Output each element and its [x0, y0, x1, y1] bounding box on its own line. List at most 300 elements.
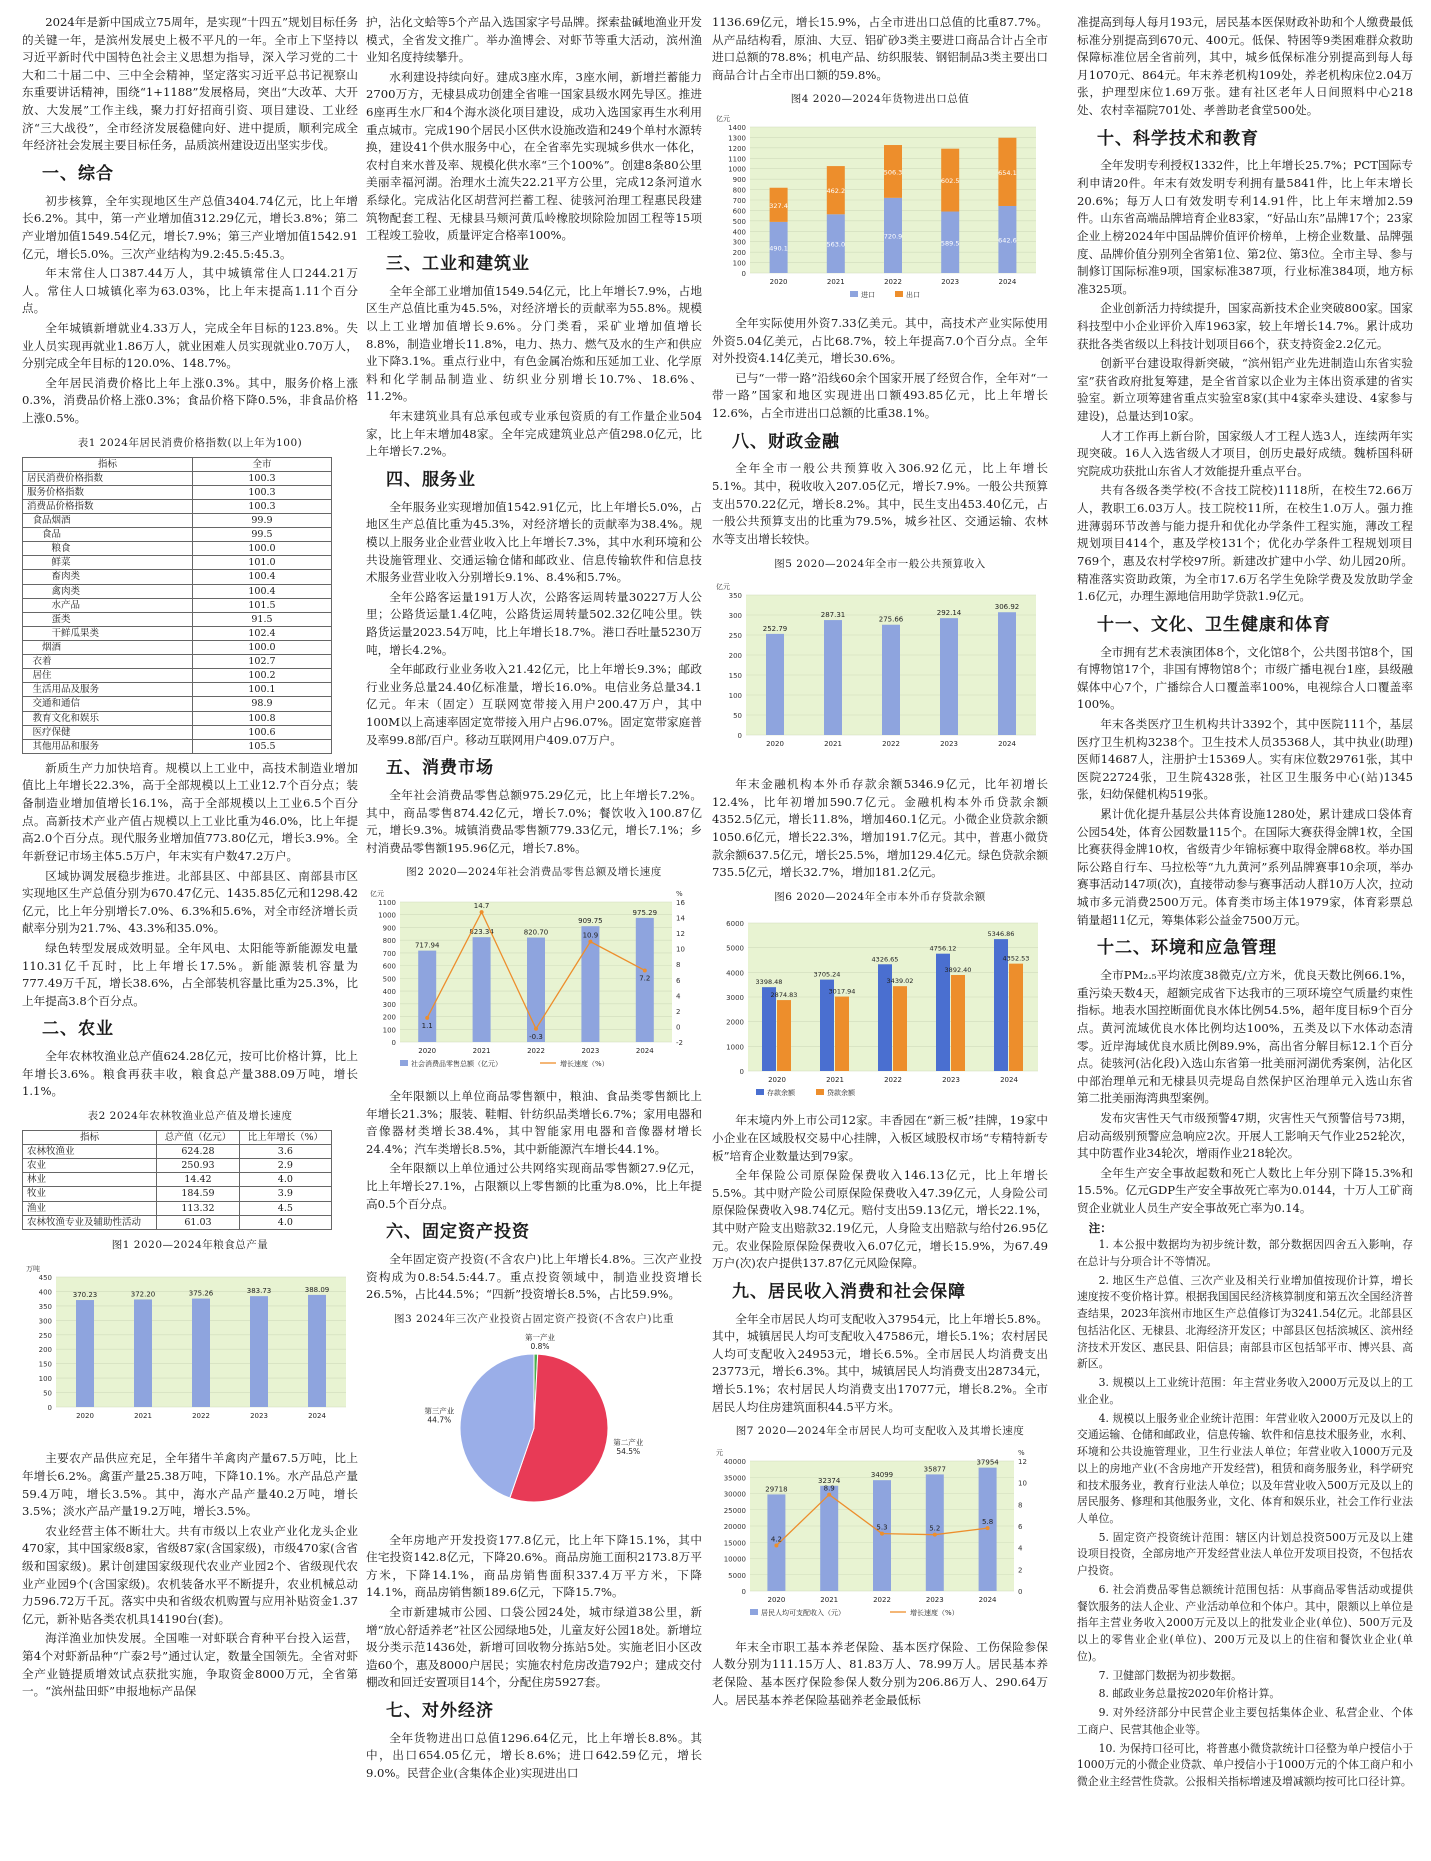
table-header: 比上年增长（%） [239, 1131, 331, 1145]
y2-tick-label: 14 [676, 914, 685, 923]
bar [766, 634, 784, 735]
data-label: 490.1 [769, 244, 788, 253]
y-tick-label: 40000 [723, 1458, 746, 1467]
table-cell: 4.0 [239, 1173, 331, 1187]
cell-indicator: 教育文化和娱乐 [23, 711, 193, 725]
y-tick-label: 0 [741, 1588, 746, 1597]
cell-indicator: 烟酒 [23, 641, 193, 655]
table-row [23, 1215, 332, 1229]
legend-swatch [750, 1609, 758, 1615]
data-label: 388.09 [304, 1285, 330, 1294]
y2-tick-label: 8 [676, 961, 681, 970]
data-label: 3705.24 [813, 970, 841, 979]
paragraph: 全市拥有艺术表演团体8个，文化馆8个，公共图书馆8个，国有博物馆17个，非国有博物馆8个；市级广播电视台1座，县级融媒体中心7个，广播综合人口覆盖率100%，电视综合人口覆盖率100%。 [1077, 644, 1413, 712]
data-label: 975.29 [632, 909, 658, 918]
table-row [23, 669, 332, 683]
line-point [986, 1526, 990, 1530]
y-tick-label: 1100 [378, 899, 396, 908]
legend-label: 社会消费品零售总额（亿元） [411, 1060, 502, 1069]
data-label: 820.70 [523, 928, 549, 937]
note-item: 6. 社会消费品零售总额统计范围包括：从事商品零售活动或提供餐饮服务的法人企业、产业活动单位和个体户。其中，限额以上单位是指年主营业务收入2000万元及以上的批发业企业(单位)、500万元及以上的零售业企业(单位)、200万元及以上的住宿和餐饮业企业(单位)。 [1077, 1582, 1413, 1663]
paragraph: 全年发明专利授权1332件，比上年增长25.7%；PCT国际专利申请20件。年末有效发明专利拥有量5841件，比上年末增长20.6%；每万人口有效发明专利14.91件，比上年末增加2.59件。山东省高端品牌培育企业83家，“好品山东”品牌17个；23家企业上榜2024年中国品牌价值评价榜单，上榜企业数量、品牌强度、品牌价值分别列全省第1位、第2位、第3位。全市主导、参与制修订国际标准9项，国家标准387项，行业标准384项，地方标准325项。 [1077, 158, 1413, 296]
figure-caption: 图3 2024年三次产业投资占固定资产投资(不含农户)比重 [394, 1312, 674, 1325]
slice-name: 第三产业 [424, 1406, 455, 1416]
cell-indicator: 水产品 [23, 598, 193, 612]
paragraph: 年末常住人口387.44万人，其中城镇常住人口244.21万人。常住人口城镇化率为63.03%，比上年末提高1.11个百分点。 [22, 266, 358, 316]
cpi-table [22, 457, 332, 754]
data-label: 909.75 [578, 917, 603, 926]
bar [998, 613, 1016, 736]
cell-indicator: 食品 [23, 528, 193, 542]
table-cell: 渔业 [23, 1201, 157, 1215]
paragraph: 全年房地产开发投资177.8亿元，比上年下降15.1%，其中住宅投资142.8亿元，下降20.6%。商品房施工面积2173.8万平方米，下降14.1%，商品房销售面积337.4万平方米，下降14.1%，商品房销售额189.6亿元，下降15.7%。 [366, 1532, 702, 1600]
x-tick-label: 2024 [978, 1596, 997, 1605]
cell-indicator: 服务价格指数 [23, 485, 193, 499]
section-heading-finance: 八、财政金融 [732, 431, 840, 452]
line-point [880, 1532, 884, 1536]
column-3 [712, 14, 1048, 1711]
table-cell: 农业 [23, 1159, 157, 1173]
paragraph: 主要农产品供应充足，全年猪牛羊禽肉产量67.5万吨，比上年增长6.2%。禽蛋产量25.38万吨，下降10.1%。水产品总产量59.4万吨，增长3.5%。其中，海水产品产量40.2万吨，增长3.5%；淡水产品产量19.2万吨，增长3.5%。 [22, 1451, 358, 1519]
section-heading-agriculture: 二、农业 [42, 1019, 114, 1040]
cell-value: 99.9 [192, 514, 331, 528]
note-item: 5. 固定资产投资统计范围：辖区内计划总投资500万元及以上建设项目投资，全部房地产开发经营业法人单位开发项目投资，不包括农户投资。 [1077, 1530, 1413, 1578]
y-tick-label: 900 [732, 176, 746, 185]
table-header: 指标 [23, 1131, 157, 1145]
table-row [23, 1173, 332, 1187]
section-heading-services: 四、服务业 [386, 469, 476, 490]
cell-indicator: 食品烟酒 [23, 514, 193, 528]
paragraph: 全年社会消费品零售总额975.29亿元，比上年增长7.2%。其中，商品零售874.42亿元，增长7.0%；餐饮收入100.87亿元，增长9.3%。城镇消费品零售额779.33亿元，增长7.1%；乡村消费品零售额195.96亿元，增长7.8%。 [366, 788, 702, 855]
table-cell: 牧业 [23, 1187, 157, 1201]
line-data-label: 14.7 [473, 902, 490, 911]
paragraph: 企业创新活力持续提升，国家高新技术企业突破800家。国家科技型中小企业评价入库1963家，较上年增长14.7%。累计成功获批各类省级以上科技计划项目66个，获支持资金2.2亿元。 [1077, 301, 1413, 351]
table-caption: 表2 2024年农林牧渔业总产值及增长速度 [87, 1110, 293, 1123]
paragraph: 全年货物进出口总值1296.64亿元，比上年增长8.8%。其中，出口654.05亿元，增长8.6%；进口642.59亿元，增长9.0%。民营企业(含集体企业)实现进出口 [366, 1730, 702, 1781]
data-label: 4326.65 [871, 954, 899, 963]
line-point [588, 940, 592, 944]
section-heading-environment: 十二、环境和应急管理 [1097, 938, 1277, 959]
cell-value: 100.6 [192, 725, 331, 739]
table-row [23, 1201, 332, 1215]
x-tick-label: 2021 [472, 1047, 491, 1056]
y-tick-label: 1000 [378, 912, 396, 921]
paragraph: 年末境内外上市公司12家。丰香园在“新三板”挂牌，19家中小企业在区域股权交易中心挂牌，入板区域股权市场“专精特新专板”培育企业数量达到79家。 [712, 1113, 1048, 1163]
paragraph: 农业经营主体不断壮大。共有市级以上农业产业化龙头企业470家，其中国家级8家，省级87家(含国家级)，市级470家(含省级和国家级)。累计创建国家级现代农业产业园2个、省级现代农业产业园9个(含国家级)。农机装备水平不断提升，农业机械总动力596.72万千瓦。落实中央和省级农机购置与应用补贴资金1.37亿元，新补贴各类农机具14190台(套)。 [22, 1523, 358, 1626]
paragraph: 全年限额以上单位通过公共网络实现商品零售额27.9亿元，比上年增长27.1%，占限额以上零售额的比重为8.0%，比上年提高0.5个百分点。 [366, 1161, 702, 1211]
line-point [534, 1027, 538, 1031]
x-tick-label: 2023 [941, 278, 960, 287]
y-tick-label: 1000 [726, 1043, 744, 1052]
y-tick-label: 300 [732, 239, 746, 248]
paragraph: 创新平台建设取得新突破，“滨州铝产业先进制造山东省实验室”获省政府批复筹建，是全省首家以企业为主体出资承建的省实验室。新立项筹建省重点实验室8家(其中4家牵头建设、4家参与建设)，总量达到10家。 [1077, 356, 1413, 424]
bar [762, 987, 776, 1071]
y-tick-label: 0 [391, 1039, 396, 1048]
y-tick-label: 700 [732, 197, 746, 206]
bar [527, 938, 545, 1042]
cell-value: 99.5 [192, 528, 331, 542]
y-tick-label: 50 [733, 712, 742, 721]
bar [134, 1299, 152, 1407]
bar [893, 986, 907, 1071]
table-row [23, 528, 332, 542]
table-row [23, 598, 332, 612]
x-tick-label: 2021 [826, 278, 845, 287]
line-data-label: 5.8 [982, 1518, 994, 1527]
income-chart [712, 1445, 1048, 1625]
legend-swatch [850, 291, 858, 297]
table-row [23, 612, 332, 626]
data-label: 375.26 [188, 1289, 214, 1298]
bar [250, 1296, 268, 1407]
table-cell: 3.9 [239, 1187, 331, 1201]
paragraph: 全年公路客运量191万人次，公路客运周转量30227万人公里；公路货运量1.4亿吨，公路货运周转量502.32亿吨公里。铁路货运量2023.54万吨，比上年增长18.7%。港口吞吐量5230万吨，增长4.2%。 [366, 589, 702, 657]
paragraph: 全市PM₂.₅平均浓度38微克/立方米，优良天数比例66.1%，重污染天数4天，超额完成省下达我市的三项环境空气质量约束性指标。地表水国控断面优良水体比例54.5%，超年度目标9个百分点。黄河流域优良水体比例均达100%，五类及以下水体动态清零。近岸海域优良水质比例89.9%，高出省分解目标12.1个百分点。徒骇河(沾化段)入选山东省第一批美丽河湖优秀案例，沾化区中部治理单元和无棣县贝壳堤岛自然保护区治理单元入选山东省第二批美丽海湾典型案例。 [1077, 968, 1413, 1106]
data-label: 372.20 [130, 1290, 156, 1299]
data-label: 3398.48 [755, 977, 783, 986]
cell-value: 100.3 [192, 471, 331, 485]
paragraph: 全年保险公司原保险保费收入146.13亿元，比上年增长5.5%。其中财产险公司原保险保费收入47.39亿元，人身险公司原保险保费收入98.74亿元。赔付支出59.13亿元，增长22.1%，其中财产险支出赔款32.19亿元，人身险支出赔款与给付26.95亿元。农业保险原保险保费收入6.07亿元，增长15.9%，为67.49万户(次)农户提供137.87亿元风险保障。 [712, 1168, 1048, 1271]
line-point [774, 1544, 778, 1548]
x-tick-label: 2020 [76, 1411, 94, 1420]
x-tick-label: 2020 [769, 278, 788, 287]
data-label: 29718 [765, 1485, 788, 1494]
data-label: 370.23 [72, 1290, 98, 1299]
cell-value: 100.3 [192, 485, 331, 499]
y-tick-label: 300 [382, 1001, 396, 1010]
x-tick-label: 2024 [998, 740, 1016, 749]
data-label: 823.34 [469, 928, 494, 937]
notes-list [1077, 1237, 1413, 1791]
y2-tick-label: 12 [1018, 1458, 1027, 1467]
y-tick-label: 0 [739, 1067, 744, 1076]
data-label: 717.94 [414, 942, 440, 951]
agri-output-table [22, 1130, 332, 1230]
data-label: 642.6 [998, 236, 1017, 245]
y-tick-label: 15000 [723, 1539, 746, 1548]
y2-tick-label: 6 [1018, 1523, 1023, 1532]
x-tick-label: 2020 [768, 1075, 786, 1084]
paragraph: 全年农林牧渔业总产值624.28亿元，按可比价格计算，比上年增长3.6%。粮食再获丰收，粮食总产量388.09万吨，增长1.1%。 [22, 1049, 358, 1099]
paragraph: 年末各类医疗卫生机构共计3392个，其中医院111个，基层医疗卫生机构3238个。卫生技术人员35368人，其中执业(助理)医师14687人，注册护士15369人。实有床位数29761张，其中医院22724张，卫生院4328张，社区卫生服务中心(站)1345张，妇幼保健机构519张。 [1077, 716, 1413, 802]
x-tick-label: 2024 [635, 1047, 654, 1056]
data-label: 720.9 [883, 232, 903, 241]
note-item: 9. 对外经济部分中民营企业主要包括集体企业、私营企业、个体工商户、民营其他企业等。 [1077, 1706, 1413, 1736]
y-tick-label: 500 [382, 975, 396, 984]
data-label: 3017.94 [828, 987, 856, 996]
line-point [480, 911, 484, 915]
y-axis-label: 元 [716, 1449, 723, 1458]
y-tick-label: 200 [38, 1345, 52, 1354]
y-tick-label: 250 [38, 1331, 52, 1340]
y-axis-label: 万吨 [26, 1264, 40, 1273]
y2-tick-label: 6 [676, 977, 681, 986]
y2-tick-label: -2 [676, 1039, 683, 1048]
data-label: 4756.12 [929, 944, 957, 953]
legend-label: 贷款余额 [827, 1088, 855, 1097]
paragraph: 全年实际使用外资7.33亿美元。其中，高技术产业实际使用外资5.04亿美元，占比68.7%，较上年提高7.0个百分点。全年对外投资4.14亿美元，增长30.6%。 [712, 316, 1048, 366]
x-tick-label: 2020 [767, 1596, 786, 1605]
legend-label: 出口 [906, 291, 920, 300]
table-cell: 624.28 [157, 1145, 239, 1159]
paragraph: 全年全部工业增加值1549.54亿元，比上年增长7.9%，占地区生产总值比重为45.5%，对经济增长的贡献率为55.8%。规模以上工业增加值增长9.6%。分门类看，采矿业增加值增长8.8%，制造业增长11.8%，电力、热力、燃气及水的生产和供应业下降3.1%。重点行业中，有色金属冶炼和压延加工业、化学原料和化学制品制造业、纺织业分别增长10.7%、18.6%、11.2%。 [366, 283, 702, 404]
y-tick-label: 350 [728, 592, 742, 601]
cell-indicator: 居民消费价格指数 [23, 471, 193, 485]
paragraph: 海洋渔业加快发展。全国唯一对虾联合育种平台投入运营，第4个对虾新品种“广泰2号”通过认定，数量全国领先。全省对虾全产业链提质增效试点获批实施，争取资金8000万元，全省第一。“滨州盐田虾”申报地标产品保 [22, 1631, 358, 1699]
data-label: 327.4 [769, 202, 788, 211]
paragraph: 新质生产力加快培育。规模以上工业中，高技术制造业增加值比上年增长22.3%，高于全部规模以上工业12.7个百分点；装备制造业增加值增长16.1%，高于全部规模以上工业6.5个百分点。高新技术产业产值占规模以上工业比重为46.0%，比上年提高2.0个百分点。现代服务业增加值773.80亿元，增长3.9%。全年新登记市场主体5.5万户，年末实有户数47.2万户。 [22, 760, 358, 863]
slice-name: 第二产业 [613, 1437, 644, 1447]
table-caption: 表1 2024年居民消费价格指数(以上年为100) [77, 436, 303, 449]
cell-value: 102.7 [192, 655, 331, 669]
table-row [23, 655, 332, 669]
note-item: 10. 为保持口径可比，将普惠小微贷款统计口径整为单户授信小于1000万元的小微企业贷款、单户授信小于1000万元的个体工商户和小微企业主经营性贷款。公报相关指标增速及增减额均按可比口径计算。 [1077, 1741, 1413, 1789]
x-tick-label: 2024 [1000, 1075, 1018, 1084]
section-heading-investment: 六、固定资产投资 [386, 1222, 530, 1243]
cell-indicator: 消费品价格指数 [23, 499, 193, 513]
cell-value: 100.4 [192, 570, 331, 584]
slice-name: 第一产业 [525, 1332, 555, 1342]
figure-caption: 图5 2020—2024年全市一般公共预算收入 [774, 557, 986, 570]
cell-indicator: 干鲜瓜果类 [23, 626, 193, 640]
y-tick-label: 2000 [726, 1018, 744, 1027]
x-tick-label: 2023 [250, 1411, 268, 1420]
cell-value: 100.8 [192, 711, 331, 725]
line-data-label: 7.2 [639, 974, 651, 983]
table-cell: 4.5 [239, 1201, 331, 1215]
cell-value: 91.5 [192, 612, 331, 626]
legend-label: 增长速度（%） [560, 1060, 609, 1069]
data-label: 275.66 [878, 616, 904, 625]
x-tick-label: 2023 [925, 1596, 944, 1605]
cell-value: 100.0 [192, 641, 331, 655]
paragraph: 绿色转型发展成效明显。全年风电、太阳能等新能源发电量110.31亿千瓦时，比上年增长17.5%。新能源装机容量为777.49万千瓦，增长38.6%，占全部装机容量比重为25.3%，比上年提高3.8个百分点。 [22, 940, 358, 1008]
y-tick-label: 10000 [723, 1555, 746, 1564]
line-data-label: -0.3 [529, 1033, 543, 1042]
x-tick-label: 2023 [942, 1075, 960, 1084]
table-cell: 林业 [23, 1173, 157, 1187]
y-tick-label: 35000 [723, 1474, 746, 1483]
line-data-label: 1.1 [421, 1022, 433, 1031]
paragraph: 全年居民消费价格比上年上涨0.3%。其中，服务价格上涨0.3%，消费品价格上涨0.3%；食品价格下降0.5%，非食品价格上涨0.5%。 [22, 375, 358, 426]
table-cell: 2.9 [239, 1159, 331, 1173]
note-item: 7. 卫健部门数据为初步数据。 [1098, 1668, 1242, 1682]
x-tick-label: 2022 [527, 1047, 545, 1056]
y-axis-label: 亿元 [716, 583, 730, 592]
slice-label: 44.7% [427, 1415, 452, 1425]
y-tick-label: 100 [382, 1026, 396, 1035]
table-cell: 农林牧渔专业及辅助性活动 [23, 1215, 157, 1229]
legend-swatch [400, 1060, 408, 1066]
note-item: 3. 规模以上工业统计范围：年主营业务收入2000万元及以上的工业企业。 [1077, 1376, 1413, 1406]
column-4 [1077, 14, 1413, 1793]
table-cell: 113.32 [157, 1201, 239, 1215]
table-cell: 农林牧渔业 [23, 1145, 157, 1159]
x-tick-label: 2024 [308, 1411, 326, 1420]
y-tick-label: 300 [728, 612, 742, 621]
y-tick-label: 300 [38, 1317, 52, 1326]
paragraph: 共有各级各类学校(不含技工院校)1118所，在校生72.66万人，教职工6.03万人。技工院校11所，在校生1.0万人。强力推进薄弱环节改善与能力提升和优化办学条件工程实施，薄改工程规划项目414个，惠及学校131个；优化办学条件工程规划项目769个，惠及农村学校97所。新建改扩建中小学、幼儿园20所。精准落实资助政策，为全市17.6万名学生免除学费及发放助学金1.6亿元，办理生源地信用助学贷款1.9亿元。 [1077, 483, 1413, 604]
section-heading-consumption: 五、消费市场 [386, 758, 494, 779]
y-tick-label: 100 [732, 259, 746, 268]
line-data-label: 8.9 [823, 1484, 835, 1493]
slice-label: 0.8% [530, 1341, 550, 1351]
x-tick-label: 2021 [820, 1596, 839, 1605]
y-tick-label: 1400 [728, 124, 746, 133]
bar [777, 1000, 791, 1071]
paragraph: 全年固定资产投资(不含农户)比上年增长4.8%。三次产业投资构成为0.8:54.5:44.7。重点投资领域中，制造业投资增长26.5%，占比44.5%；“四新”投资增长8.5%，占比59.9%。 [366, 1252, 702, 1302]
paragraph: 全年邮政行业业务收入21.42亿元，比上年增长9.3%；邮政行业业务总量24.40亿标准量，增长16.0%。电信业务总量34.1亿元。年末（固定）互联网宽带接入用户200.47万户，其中100M以上高速率固定宽带接入用户占96.07%。固定宽带家庭普及率99.8部/百户。移动互联网用户409.07万户。 [366, 662, 702, 747]
table-row [23, 683, 332, 697]
table-cell: 14.42 [157, 1173, 239, 1187]
bar [835, 996, 849, 1070]
y2-tick-label: 0 [676, 1023, 681, 1032]
x-tick-label: 2021 [134, 1411, 152, 1420]
line-data-label: 4.2 [770, 1535, 782, 1544]
paragraph: 全年生产安全事故起数和死亡人数比上年分别下降15.3%和15.5%。亿元GDP生产安全事故死亡率为0.0144，十万人工矿商贸企业就业人员生产安全事故死亡率为0.14。 [1077, 1165, 1413, 1216]
paragraph: 年末建筑业具有总承包或专业承包资质的有工作量企业504家，比上年末增加48家。全年完成建筑业总产值298.0亿元，比上年增长7.2%。 [366, 409, 702, 459]
cell-indicator: 畜肉类 [23, 570, 193, 584]
x-tick-label: 2022 [884, 278, 902, 287]
y2-tick-label: 10 [1018, 1479, 1027, 1488]
bar [820, 1486, 838, 1591]
note-item: 8. 邮政业务总量按2020年价格计算。 [1098, 1687, 1281, 1701]
y-tick-label: 600 [382, 963, 396, 972]
table-row [23, 711, 332, 725]
paragraph: 1136.69亿元，增长15.9%，占全市进出口总值的比重87.7%。从产品结构看，原油、大豆、铝矿砂3类主要进口商品合计占全市进口总额的78.8%；机电产品、纺织服装、钢铝制品3类主要出口商品合计占全市出口额的59.8%。 [712, 15, 1048, 82]
figure-caption: 图1 2020—2024年粮食总产量 [111, 1238, 269, 1251]
table-row [23, 1145, 332, 1159]
y2-tick-label: 0 [1018, 1588, 1023, 1597]
cell-indicator: 居住 [23, 669, 193, 683]
table-row [23, 556, 332, 570]
grain-output-chart [22, 1259, 358, 1437]
bar [940, 619, 958, 736]
cell-indicator: 交通和通信 [23, 697, 193, 711]
y2-tick-label: 4 [676, 992, 681, 1001]
table-header: 指标 [23, 457, 193, 471]
paragraph: 全年全市居民人均可支配收入37954元，比上年增长5.8%。其中，城镇居民人均可支配收入47586元，增长5.1%；农村居民人均可支配收入24953元，增长6.5%。全市居民人均消费支出23773元，增长6.3%。其中，城镇居民人均消费支出28734元，增长5.1%；农村居民人均消费支出17077元，增长8.2%。全市居民人均住房建筑面积44.5平方米。 [712, 1311, 1048, 1414]
y-tick-label: 200 [728, 652, 742, 661]
deposit-loan-chart [712, 911, 1048, 1099]
retail-sales-chart [366, 886, 702, 1074]
legend-swatch [756, 1089, 764, 1095]
cell-value: 101.0 [192, 556, 331, 570]
line-data-label: 5.3 [876, 1523, 888, 1532]
cell-indicator: 其他用品和服务 [23, 739, 193, 753]
paragraph: 准提高到每人每月193元，居民基本医保财政补助和个人缴费最低标准分别提高到670元、400元。低保、特困等9类困难群众救助保障标准位居全省前列，其中，城乡低保标准分别提高到每人每月1070元、864元。年末养老机构109处，养老机构床位2.04万张，护理型床位1.69万张。建有社区老年人日间照料中心218处、农村幸福院701处、孝善助老食堂500处。 [1077, 15, 1413, 118]
y-tick-label: 900 [382, 924, 396, 933]
y-tick-label: 400 [732, 228, 746, 237]
x-tick-label: 2021 [826, 1075, 844, 1084]
cell-indicator: 衣着 [23, 655, 193, 669]
investment-pie-chart [366, 1333, 702, 1518]
y-tick-label: 25000 [723, 1506, 746, 1515]
section-heading-culture: 十一、文化、卫生健康和体育 [1097, 614, 1331, 635]
cell-value: 100.1 [192, 683, 331, 697]
cell-value: 101.5 [192, 598, 331, 612]
y-tick-label: 800 [732, 186, 746, 195]
cell-value: 102.4 [192, 626, 331, 640]
y-axis-label: 亿元 [370, 890, 384, 899]
trade-chart [712, 113, 1048, 301]
paragraph: 人才工作再上新台阶，国家级人才工程人选3人，连续两年实现突破。16人入选省级人才项目，创历史最好成绩。魏桥国科研究院成功获批山东省人才效能提升重点平台。 [1077, 428, 1413, 478]
paragraph: 年末全市职工基本养老保险、基本医疗保险、工伤保险参保人数分别为111.15万人、81.83万人、78.99万人。居民基本养老保险、基本医疗保险参保人数分别为206.86万人、290.64万人。居民基本养老保险基础养老金最低标 [712, 1639, 1048, 1707]
y-tick-label: 1100 [728, 155, 746, 164]
y2-tick-label: 2 [676, 1008, 681, 1017]
column-1 [22, 14, 358, 1703]
y-tick-label: 1300 [728, 134, 746, 143]
cell-value: 100.4 [192, 584, 331, 598]
legend-label: 存款余额 [767, 1088, 795, 1097]
table-row [23, 499, 332, 513]
y2-tick-label: 2 [1018, 1566, 1023, 1575]
y-tick-label: 3000 [726, 993, 744, 1002]
revenue-chart [712, 577, 1048, 762]
table-cell: 3.6 [239, 1145, 331, 1159]
cell-value: 98.9 [192, 697, 331, 711]
cell-indicator: 禽肉类 [23, 584, 193, 598]
slice-label: 54.5% [616, 1446, 641, 1456]
table-header: 总产值（亿元） [157, 1131, 239, 1145]
table-row [23, 725, 332, 739]
y-tick-label: 200 [382, 1013, 396, 1022]
table-row [23, 626, 332, 640]
table-row [23, 514, 332, 528]
table-row [23, 1187, 332, 1201]
table-row [23, 584, 332, 598]
bar [951, 975, 965, 1071]
y-tick-label: 400 [382, 988, 396, 997]
cell-indicator: 粮食 [23, 542, 193, 556]
y2-tick-label: 10 [676, 946, 685, 955]
y-tick-label: 1000 [728, 166, 746, 175]
y-axis-label: 亿元 [716, 115, 730, 124]
table-row [23, 471, 332, 485]
x-tick-label: 2022 [192, 1411, 210, 1420]
section-heading-science: 十、科学技术和教育 [1097, 128, 1259, 149]
y-tick-label: 150 [728, 672, 742, 681]
figure-caption: 图2 2020—2024年社会消费品零售总额及增长速度 [406, 866, 662, 879]
x-tick-label: 2022 [882, 740, 900, 749]
legend-swatch [895, 291, 903, 297]
y-tick-label: 5000 [728, 1571, 746, 1580]
data-label: 32374 [818, 1477, 841, 1486]
figure-caption: 图4 2020—2024年货物进出口总值 [790, 93, 970, 106]
data-label: 383.73 [246, 1286, 272, 1295]
table-cell: 250.93 [157, 1159, 239, 1173]
data-label: 306.92 [994, 603, 1020, 612]
x-tick-label: 2021 [824, 740, 842, 749]
table-cell: 4.0 [239, 1215, 331, 1229]
paragraph: 区域协调发展稳步推进。北部县区、中部县区、南部县市区实现地区生产总值分别为670.47亿元、1435.85亿元和1298.42亿元，比上年分别增长7.0%、6.3%和5.6%，对全市经济增长贡献率分别为21.7%、43.3%和35.0%。 [22, 868, 358, 936]
y2-tick-label: 4 [1018, 1544, 1023, 1553]
legend-label: 增长速度（%） [910, 1609, 959, 1618]
y2-tick-label: 12 [676, 930, 685, 939]
table-header: 全市 [192, 457, 331, 471]
x-tick-label: 2024 [998, 278, 1017, 287]
x-tick-label: 2023 [581, 1047, 600, 1056]
y-tick-label: 1200 [728, 145, 746, 154]
data-label: 4352.53 [1002, 954, 1030, 963]
data-label: 37954 [976, 1458, 999, 1467]
bar [882, 625, 900, 735]
y-tick-label: 250 [728, 632, 742, 641]
data-label: 3439.02 [886, 976, 914, 985]
paragraph: 初步核算，全年实现地区生产总值3404.74亿元，比上年增长6.2%。其中，第一产业增加值312.29亿元，增长3.8%；第二产业增加值1549.54亿元，增长7.9%；第三产业增加值1542.91亿元，增长5.0%。三次产业结构为9.2:45.5:45.3。 [22, 193, 358, 261]
paragraph: 已与“一带一路”沿线60余个国家开展了经贸合作，全年对“一带一路”国家和地区实现进出口额493.85亿元，比上年增长12.6%，占全市进出口总额的比重38.1%。 [712, 370, 1048, 421]
data-label: 563.0 [826, 241, 846, 250]
